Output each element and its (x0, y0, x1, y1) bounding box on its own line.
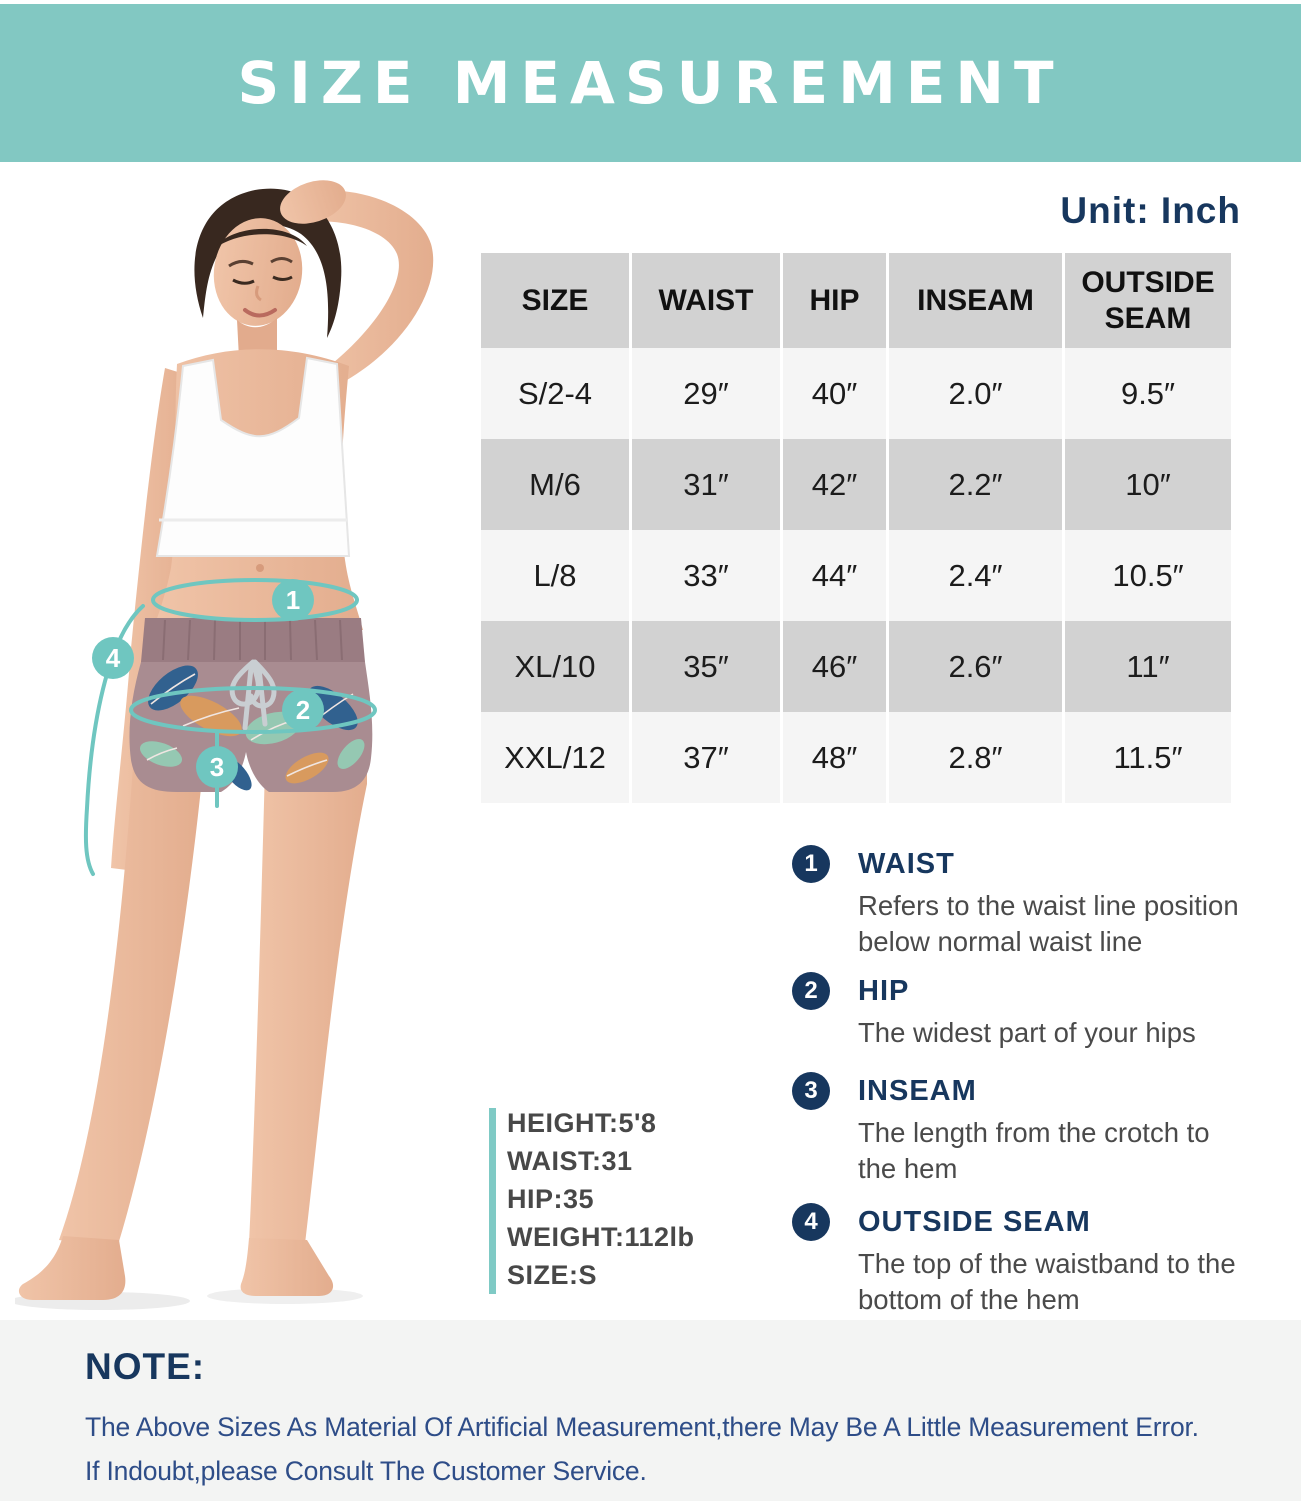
col-header-size: SIZE (481, 253, 629, 348)
stat-hip: HIP:35 (507, 1184, 595, 1214)
col-header-outside-seam: OUTSIDE SEAM (1065, 253, 1231, 348)
measurement-definitions (792, 845, 1252, 1315)
col-header-waist: WAIST (632, 253, 780, 348)
stat-weight: WEIGHT:112lb (507, 1222, 695, 1252)
table-cell: 44″ (783, 530, 886, 621)
table-cell: 2.6″ (889, 621, 1062, 712)
marker-4-outside-seam: 4 (92, 637, 134, 679)
table-cell: 46″ (783, 621, 886, 712)
table-cell: 2.8″ (889, 712, 1062, 803)
definition-outside-seam (792, 1203, 1252, 1318)
col-header-hip: HIP (783, 253, 886, 348)
table-cell: 11″ (1065, 621, 1231, 712)
stat-size: SIZE:S (507, 1260, 598, 1290)
definition-inseam (792, 1072, 1252, 1187)
table-cell: 48″ (783, 712, 886, 803)
table-cell: XL/10 (481, 621, 629, 712)
stats-accent-bar (489, 1108, 496, 1294)
table-cell: 2.0″ (889, 348, 1062, 439)
table-cell: M/6 (481, 439, 629, 530)
shorts-waistband (141, 618, 365, 662)
table-cell: 9.5″ (1065, 348, 1231, 439)
col-header-inseam: INSEAM (889, 253, 1062, 348)
definition-title: WAIST (858, 848, 955, 880)
model-photo (15, 168, 475, 1313)
table-cell: 10″ (1065, 439, 1231, 530)
left-foot (19, 1236, 125, 1300)
note-title: NOTE: (85, 1346, 206, 1387)
marker-2-hip: 2 (282, 689, 324, 731)
definition-title: OUTSIDE SEAM (858, 1206, 1091, 1238)
banner (0, 4, 1301, 162)
definition-desc: The widest part of your hips (858, 1017, 1196, 1048)
definition-hip (792, 972, 1252, 1051)
stat-height: HEIGHT:5'8 (507, 1108, 657, 1138)
note-section (0, 1320, 1301, 1501)
marker-3-inseam: 3 (196, 746, 238, 788)
table-cell: 29″ (632, 348, 780, 439)
marker-1-waist: 1 (272, 579, 314, 621)
stat-waist: WAIST:31 (507, 1146, 633, 1176)
table-cell: 42″ (783, 439, 886, 530)
definition-waist (792, 845, 1252, 960)
badge-1: 1 (792, 845, 830, 883)
table-cell: 2.2″ (889, 439, 1062, 530)
table-cell: 40″ (783, 348, 886, 439)
table-cell: 35″ (632, 621, 780, 712)
table-cell: 2.4″ (889, 530, 1062, 621)
right-foot (241, 1238, 333, 1296)
table-cell: 10.5″ (1065, 530, 1231, 621)
badge-4: 4 (792, 1203, 830, 1241)
size-table (481, 253, 1231, 803)
definition-desc: The top of the waistband to the bottom of the hem (858, 1248, 1236, 1315)
note-line-2: If Indoubt,please Consult The Customer Service. (85, 1456, 647, 1486)
right-leg (249, 766, 367, 1244)
definition-desc: The length from the crotch to the hem (858, 1117, 1210, 1184)
badge-2: 2 (792, 972, 830, 1010)
left-leg (59, 766, 203, 1248)
definition-title: HIP (858, 975, 910, 1007)
note-line-1: The Above Sizes As Material Of Artificial Measurement,there May Be A Little Measurement Error. (85, 1412, 1199, 1442)
table-cell: 31″ (632, 439, 780, 530)
table-cell: S/2-4 (481, 348, 629, 439)
table-cell: L/8 (481, 530, 629, 621)
table-cell: XXL/12 (481, 712, 629, 803)
page-title: SIZE MEASUREMENT (237, 49, 1064, 117)
table-cell: 33″ (632, 530, 780, 621)
definition-desc: Refers to the waist line position below normal waist line (858, 890, 1239, 957)
unit-label: Unit: Inch (1060, 190, 1241, 231)
table-cell: 37″ (632, 712, 780, 803)
table-cell: 11.5″ (1065, 712, 1231, 803)
navel (256, 564, 264, 572)
model-illustration (15, 168, 475, 1313)
definition-title: INSEAM (858, 1075, 977, 1107)
badge-3: 3 (792, 1072, 830, 1110)
model-stats (489, 1104, 695, 1294)
